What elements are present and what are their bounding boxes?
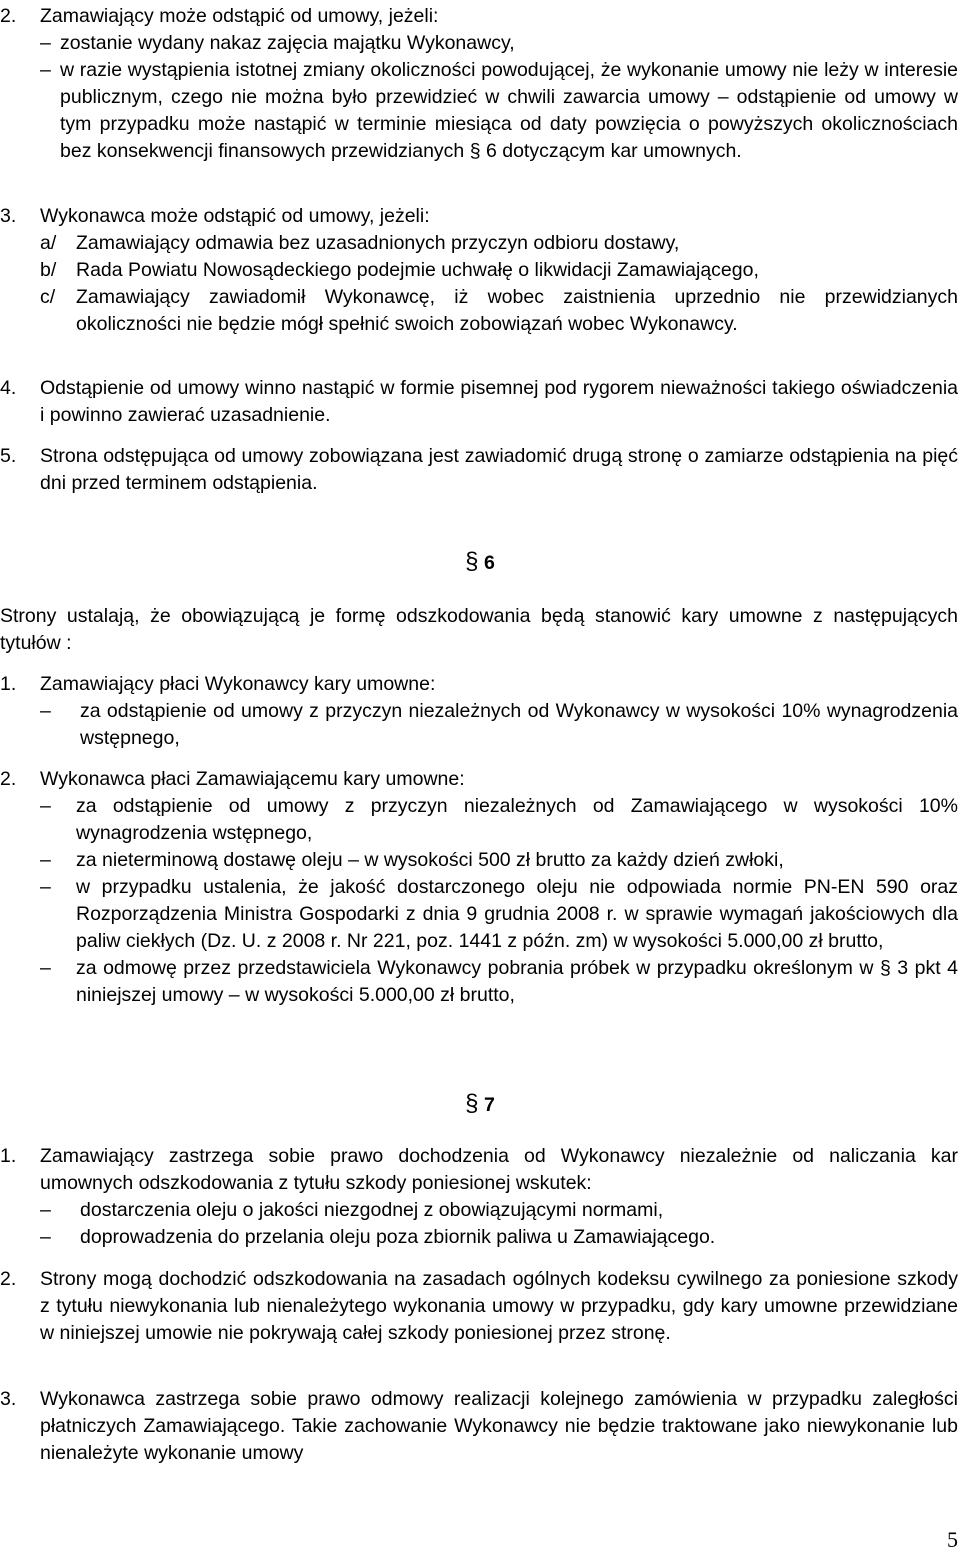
lettered-item-b: b/ Rada Powiatu Nowosądeckiego podejmie uchwałę o likwidacji Zamawiającego, bbox=[40, 259, 759, 281]
dash-item: – zostanie wydany nakaz zajęcia majątku Wykonawcy, bbox=[40, 30, 958, 57]
clause-number: 3. bbox=[0, 1388, 17, 1410]
dash-marker: – bbox=[40, 1199, 51, 1221]
dash-item: – za odmowę przez przedstawiciela Wykonawcy pobrania próbek w przypadku określonym w § 3 pkt 4 niniejszej umowy – w wysokości 5.000,00 zł brutto, bbox=[40, 957, 958, 1006]
clause-number: 1. bbox=[0, 1145, 17, 1167]
clause-text: Odstąpienie od umowy winno nastąpić w formie pisemnej pod rygorem nieważności takiego oświadczenia i powinno zawierać uzasadnienie. bbox=[40, 377, 958, 426]
clause-7-3 bbox=[0, 1386, 958, 1467]
section-heading-7 bbox=[0, 1090, 960, 1119]
page-number: 5 bbox=[947, 1527, 958, 1552]
dash-item: – za nieterminową dostawę oleju – w wysokości 500 zł brutto za każdy dzień zwłoki, bbox=[0, 847, 958, 874]
clause-7-2 bbox=[0, 1266, 958, 1347]
section-number: 6 bbox=[483, 552, 495, 574]
dash-item: – za odstąpienie od umowy z przyczyn niezależnych od Wykonawcy w wysokości 10% wynagrodzenia wstępnego, bbox=[40, 700, 958, 749]
clause-7-1 bbox=[0, 1143, 958, 1251]
dash-marker: – bbox=[40, 849, 51, 871]
clause-number: 2. bbox=[0, 768, 17, 790]
dash-marker: – bbox=[40, 876, 51, 898]
clause-text: Zamawiający zastrzega sobie prawo dochodzenia od Wykonawcy niezależnie od naliczania kar umownych odszkodowania z tytułu szkody poniesionej wskutek: bbox=[40, 1145, 958, 1194]
clause-text: Wykonawca płaci Zamawiającemu kary umowne: bbox=[40, 768, 465, 790]
dash-marker: – bbox=[40, 700, 51, 722]
clause-5-4 bbox=[0, 375, 958, 429]
clause-6-1 bbox=[0, 671, 958, 752]
paragraph-sign: § bbox=[465, 548, 479, 575]
clause-number: 5. bbox=[0, 445, 17, 467]
clause-5-5 bbox=[0, 443, 958, 497]
dash-marker: – bbox=[40, 32, 51, 54]
clause-text: Strony mogą dochodzić odszkodowania na zasadach ogólnych kodeksu cywilnego za poniesione szkody z tytułu niewykonania lub nienależytego wykonania umowy w przypadku, gdy kary umowne przewidziane w niniejszej umowie nie pokrywają całej szkody poniesionej przez stronę. bbox=[40, 1268, 958, 1344]
dash-marker: – bbox=[40, 795, 51, 817]
clause-text: Wykonawca może odstąpić od umowy, jeżeli: bbox=[40, 205, 430, 227]
dash-marker: – bbox=[40, 1226, 51, 1248]
section-6-intro: Strony ustalają, że obowiązującą je formę odszkodowania będą stanowić kary umowne z następujących tytułów : bbox=[0, 605, 958, 654]
dash-item: – w przypadku ustalenia, że jakość dostarczonego oleju nie odpowiada normie PN-EN 590 oraz Rozporządzenia Ministra Gospodarki z dnia 9 grudnia 2008 r. w sprawie wymagań jakościowych dla paliw ciekłych (Dz. U. z 2008 r. Nr 221, poz. 1441 z późn. zm) w wysokości 5.000,00 zł brutto, bbox=[40, 876, 958, 952]
clause-text: Zamawiający może odstąpić od umowy, jeżeli: bbox=[40, 5, 439, 27]
paragraph-sign: § bbox=[465, 1090, 479, 1117]
clause-number: 1. bbox=[0, 673, 17, 695]
clause-5-2 bbox=[0, 3, 958, 165]
clause-number: 3. bbox=[0, 205, 17, 227]
clause-text: Strona odstępująca od umowy zobowiązana jest zawiadomić drugą stronę o zamiarze odstąpienia na pięć dni przed terminem odstąpienia. bbox=[40, 445, 958, 494]
dash-item: – dostarczenia oleju o jakości niezgodnej z obowiązującymi normami, bbox=[40, 1197, 958, 1224]
lettered-item-a: a/ Zamawiający odmawia bez uzasadnionych przyczyn odbioru dostawy, bbox=[40, 232, 680, 254]
section-number: 7 bbox=[483, 1094, 495, 1116]
clause-text: Zamawiający płaci Wykonawcy kary umowne: bbox=[40, 673, 436, 695]
lettered-item-c: c/ Zamawiający zawiadomił Wykonawcę, iż wobec zaistnienia uprzednio nie przewidzianych okoliczności nie będzie mógł spełnić swoich zobowiązań wobec Wykonawcy. bbox=[40, 286, 958, 335]
dash-marker: – bbox=[40, 957, 51, 979]
clause-number: 4. bbox=[0, 377, 17, 399]
dash-marker: – bbox=[40, 59, 51, 81]
clause-number: 2. bbox=[0, 1268, 17, 1290]
dash-item: – doprowadzenia do przelania oleju poza zbiornik paliwa u Zamawiającego. bbox=[40, 1224, 958, 1251]
clause-number: 2. bbox=[0, 5, 17, 27]
clause-text: Wykonawca zastrzega sobie prawo odmowy realizacji kolejnego zamówienia w przypadku zaległości płatniczych Zamawiającego. Takie zachowanie Wykonawcy nie będzie traktowane jako niewykonanie lub nienależyte wykonanie umowy bbox=[40, 1388, 958, 1464]
section-heading-6 bbox=[0, 548, 960, 577]
dash-item: – w razie wystąpienia istotnej zmiany okoliczności powodującej, że wykonanie umowy nie leży w interesie publicznym, czego nie można było przewidzieć w chwili zawarcia umowy – odstąpienie od umowy w tym przypadku może nastąpić w terminie miesiąca od daty powzięcia o powyższych okolicznościach bez konsekwencji finansowych przewidzianych § 6 dotyczącym kar umownych. bbox=[40, 59, 958, 162]
clause-5-3 bbox=[0, 203, 958, 338]
dash-item: – za odstąpienie od umowy z przyczyn niezależnych od Zamawiającego w wysokości 10% wynagrodzenia wstępnego, bbox=[40, 795, 958, 844]
clause-6-2 bbox=[0, 766, 958, 1009]
